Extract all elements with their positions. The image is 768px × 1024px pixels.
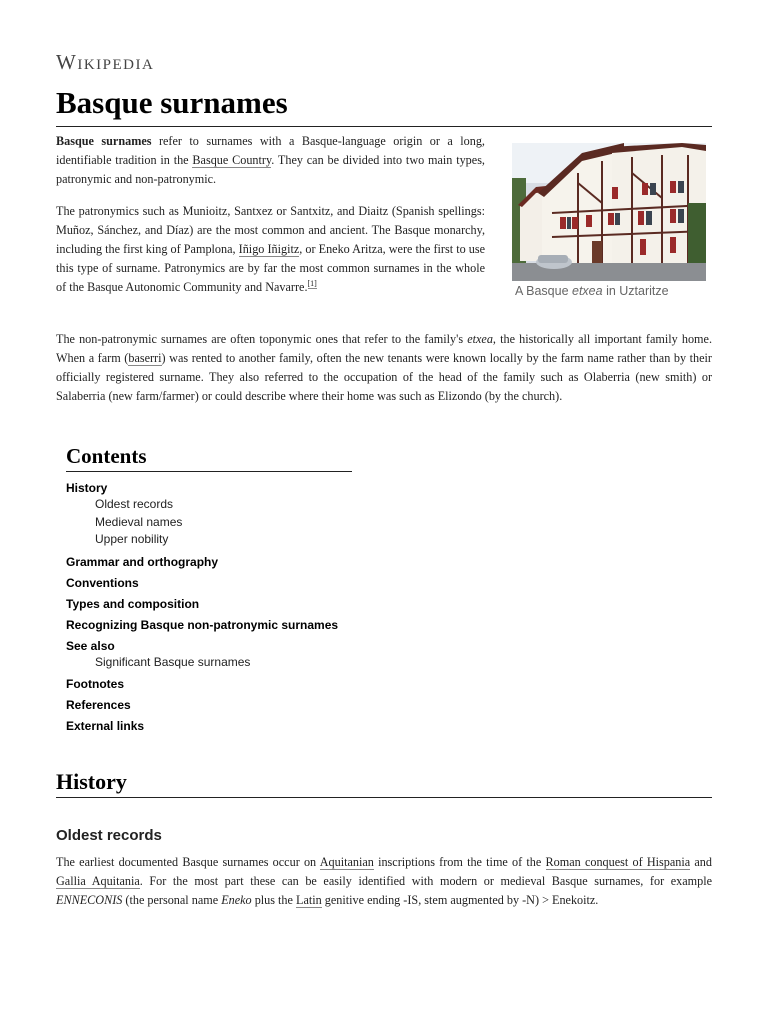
subsection-heading-oldest-records: Oldest records	[56, 827, 162, 844]
page-title: Basque surnames	[56, 84, 712, 127]
emphasis: etxea	[467, 332, 493, 346]
link-latin[interactable]: Latin	[296, 893, 322, 907]
toc-item-external-links[interactable]: External links	[66, 719, 145, 733]
text: The non-patronymic surnames are often toponymic ones that refer to the family's	[56, 332, 468, 346]
text: (the personal name	[122, 893, 222, 907]
link-aquitanian[interactable]: Aquitanian	[319, 855, 374, 869]
toc-item-conventions[interactable]: Conventions	[66, 575, 139, 590]
text: The patronymics such as Munioitz, Santxez or Santxitz, and Diaitz (Spanish spellings: Muñoz, Sánchez, and Díaz) are the most common and ancient. The Basque monarchy, including the first king of Pamplona,	[56, 204, 485, 256]
toc-item-recognizing[interactable]: Recognizing Basque non-patronymic surnames	[66, 617, 339, 632]
caption-text: in Uztaritze	[602, 284, 669, 298]
toc-item-history[interactable]: History	[66, 481, 108, 495]
text: refer to surnames with a Basque-language origin or a long, identifiable tradition in the	[56, 134, 485, 167]
toc-item-types[interactable]: Types and composition	[66, 596, 200, 611]
figure-caption	[515, 284, 707, 298]
text: . For the most part these can be easily identified with modern or medieval Basque surnames, for example	[139, 874, 712, 888]
link-inigo-inigitz[interactable]: Iñigo Iñigitz	[238, 242, 300, 256]
toc-item-footnotes[interactable]: Footnotes	[66, 677, 124, 691]
caption-emphasis: etxea	[572, 284, 603, 298]
intro-paragraph	[56, 132, 485, 189]
link-gallia-aquitania[interactable]: Gallia Aquitania	[56, 874, 140, 888]
bold-term: Basque surnames	[56, 134, 152, 148]
patronymics-paragraph	[56, 202, 485, 297]
text: The earliest documented Basque surnames occur on	[56, 855, 320, 869]
text: plus the	[251, 893, 296, 907]
text: ) was rented to another family, often the new tenants were known locally by the farm name rather than by their officially registered surname. They also referred to the occupation of the head of the family such as Olaberria (new smith) or Salaberria (new farm/farmer) or could describe where their home was such as Elizondo (by the church).	[56, 351, 712, 403]
emphasis: Eneko	[221, 893, 252, 907]
oldest-records-paragraph	[56, 853, 712, 910]
section-heading-history: History	[56, 768, 712, 798]
footnote-ref[interactable]: [1]	[307, 278, 317, 288]
text: inscriptions from the time of the	[373, 855, 546, 869]
link-roman-conquest[interactable]: Roman conquest of Hispania	[545, 855, 691, 869]
table-of-contents	[66, 444, 352, 734]
toc-item-references[interactable]: References	[66, 698, 131, 712]
toc-title: Contents	[66, 444, 352, 472]
emphasis: ENNECONIS	[56, 893, 123, 907]
figure-house	[512, 143, 707, 298]
wikipedia-logo[interactable]: Wikipedia	[56, 50, 155, 74]
text: , the historically all important family home. When a farm (	[56, 332, 712, 365]
toc-item-see-also[interactable]: See also	[66, 638, 115, 653]
non-patronymic-paragraph	[56, 330, 712, 406]
link-basque-country[interactable]: Basque Country	[192, 153, 272, 167]
toc-item-medieval-names[interactable]: Medieval names	[95, 514, 183, 529]
text: genitive ending -IS, stem augmented by -N) > Enekoitz.	[321, 893, 599, 907]
toc-item-significant[interactable]: Significant Basque surnames	[95, 654, 251, 669]
house-photo[interactable]	[512, 143, 706, 281]
toc-item-grammar[interactable]: Grammar and orthography	[66, 554, 219, 569]
toc-item-oldest-records[interactable]: Oldest records	[95, 497, 174, 511]
text: . They can be divided into two main types, patronymic and non-patronymic.	[56, 153, 485, 186]
link-baserri[interactable]: baserri	[128, 351, 162, 365]
caption-text: A Basque	[515, 284, 572, 298]
text: , or Eneko Aritza, were the first to use this type of surname. Patronymics are by far the most common surnames in the whole of the Basque Autonomic Community and Navarre.	[56, 242, 485, 294]
text: and	[690, 855, 712, 869]
toc-item-upper-nobility[interactable]: Upper nobility	[95, 532, 169, 546]
